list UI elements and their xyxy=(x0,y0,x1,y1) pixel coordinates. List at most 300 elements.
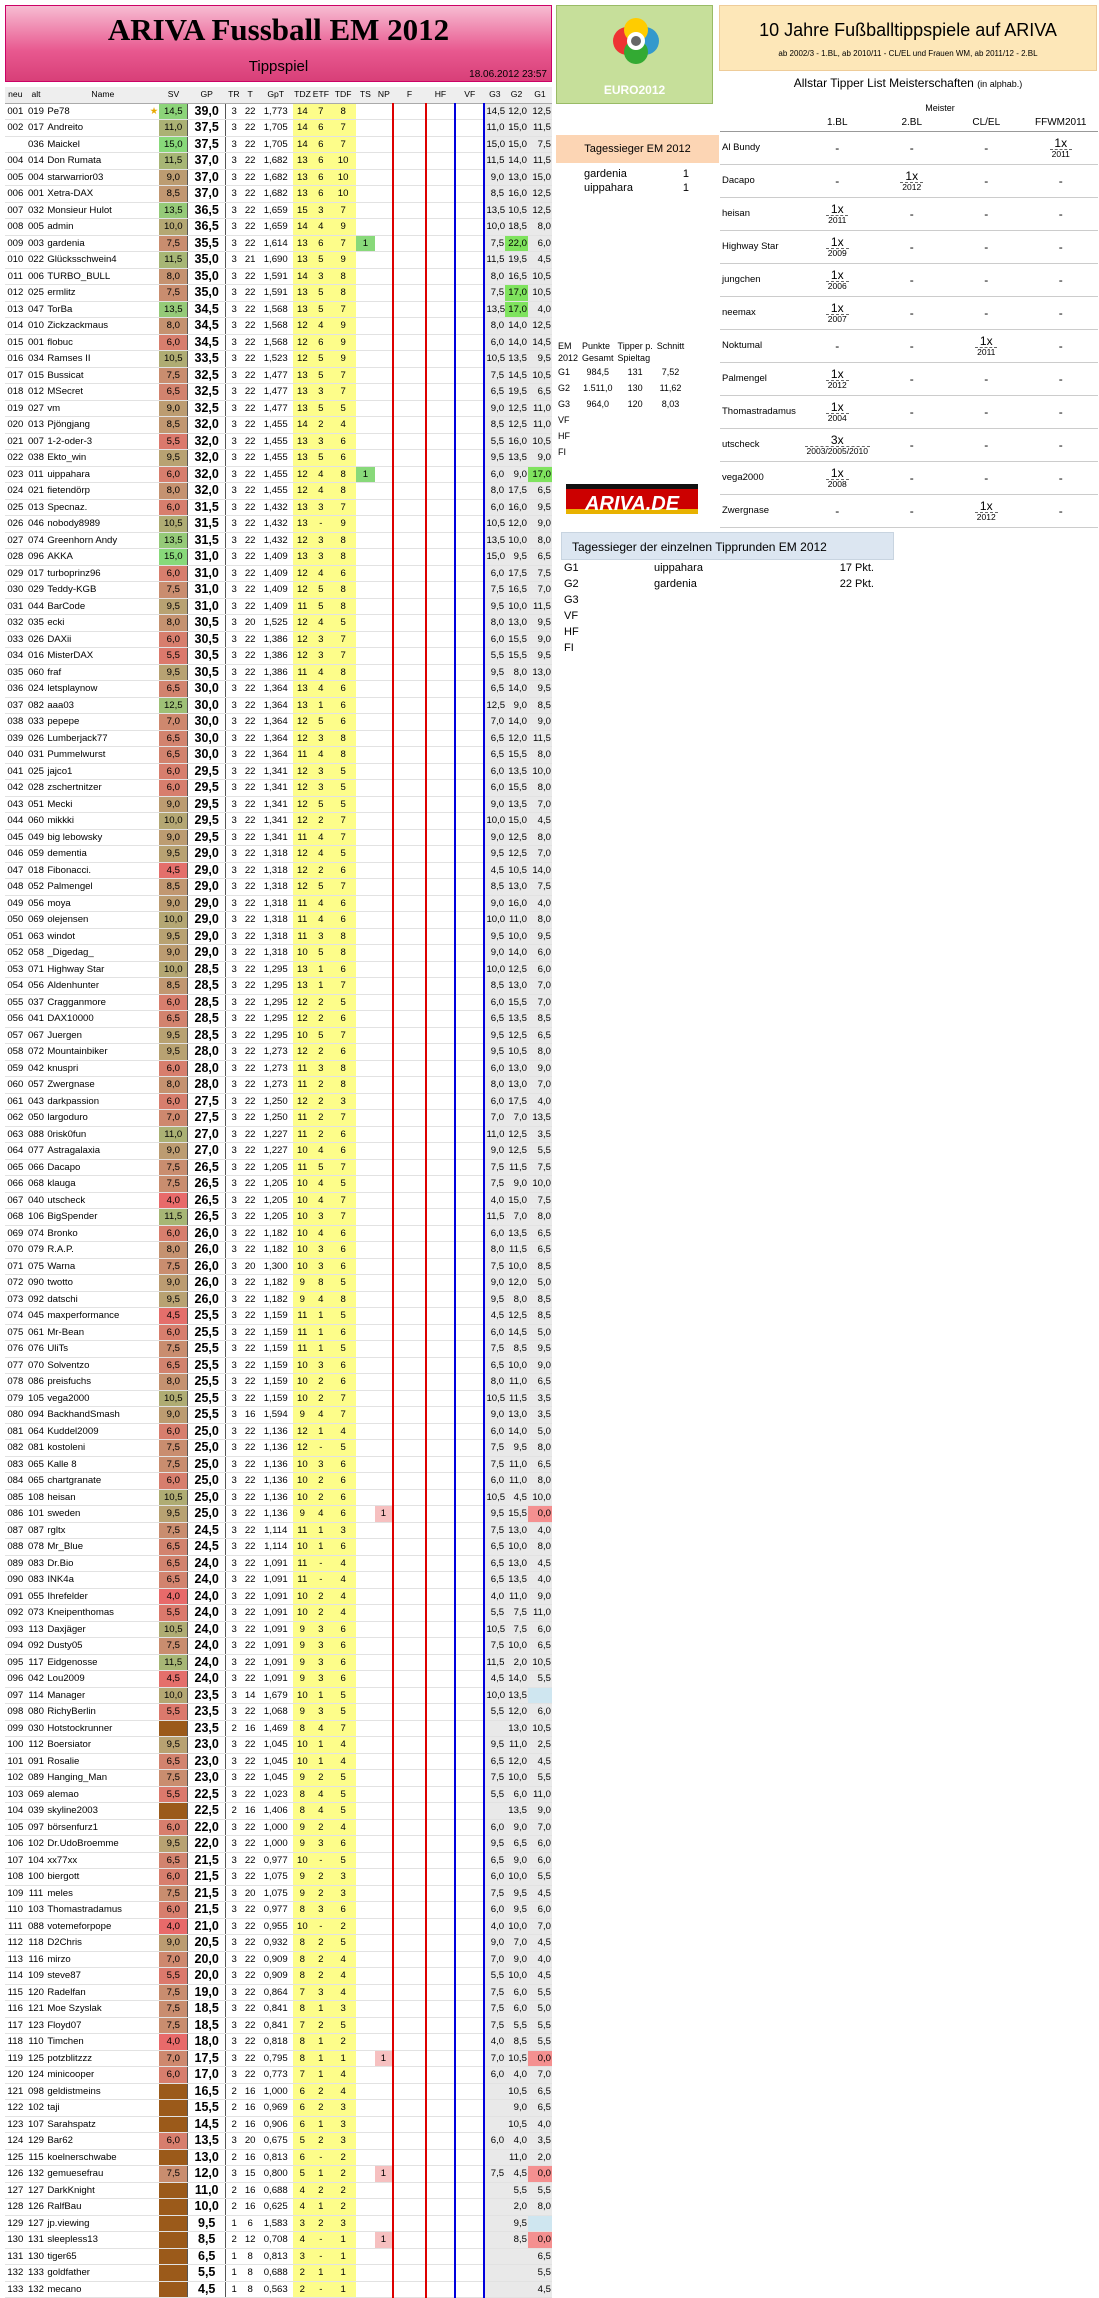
t-value: 22 xyxy=(242,1324,258,1341)
player-name: Eidgenosse xyxy=(46,1654,159,1671)
gpt-value: 1,091 xyxy=(258,1621,293,1638)
g2-value: 9,0 xyxy=(505,1951,528,1968)
tr-value: 3 xyxy=(226,1555,242,1572)
tr-value: 3 xyxy=(226,796,242,813)
vf-cell xyxy=(455,664,484,681)
tr-value: 3 xyxy=(226,483,242,500)
f-cell xyxy=(393,994,426,1011)
ts-value: 1 xyxy=(356,235,374,252)
tdf-value: 7 xyxy=(330,499,356,516)
gpt-value: 1,318 xyxy=(258,895,293,912)
gp-value: 29,5 xyxy=(188,813,226,830)
np-value xyxy=(375,1374,393,1391)
table-row xyxy=(5,747,552,764)
np-value xyxy=(375,1423,393,1440)
t-value: 22 xyxy=(242,1110,258,1127)
table-row xyxy=(5,1539,552,1556)
g1-value: 4,5 xyxy=(528,1885,552,1902)
tdf-value: 4 xyxy=(330,1423,356,1440)
g3-value: 6,0 xyxy=(484,499,505,516)
meister-cell xyxy=(949,296,1024,329)
g2-value: 17,0 xyxy=(505,301,528,318)
tdz-value: 9 xyxy=(293,1819,311,1836)
ts-value xyxy=(356,1984,374,2001)
tdz-value: 12 xyxy=(293,994,311,1011)
np-value xyxy=(375,829,393,846)
t-value: 22 xyxy=(242,1473,258,1490)
ts-value xyxy=(356,648,374,665)
rank-old: 056 xyxy=(26,978,47,995)
f-cell xyxy=(393,1572,426,1589)
tdz-value: 12 xyxy=(293,846,311,863)
gpt-value: 0,773 xyxy=(258,2067,293,2084)
meister-row xyxy=(720,329,1098,362)
tdf-value: 5 xyxy=(330,994,356,1011)
rank-new: 071 xyxy=(5,1258,26,1275)
g3-value: 8,5 xyxy=(484,417,505,434)
gpt-value: 1,136 xyxy=(258,1456,293,1473)
np-value xyxy=(375,153,393,170)
etf-value: 4 xyxy=(312,1720,330,1737)
tdz-value: 10 xyxy=(293,1176,311,1193)
np-value xyxy=(375,367,393,384)
gp-value: 20,0 xyxy=(188,1951,226,1968)
rank-new: 133 xyxy=(5,2281,26,2298)
t-value: 22 xyxy=(242,1819,258,1836)
ts-value xyxy=(356,153,374,170)
player-name: Andreito xyxy=(46,120,159,137)
tagessieger-title: Tagessieger EM 2012 xyxy=(556,135,719,163)
g1-value: 5,0 xyxy=(528,1275,552,1292)
tdz-value: 12 xyxy=(293,318,311,335)
gp-value: 20,5 xyxy=(188,1935,226,1952)
rank-new: 085 xyxy=(5,1489,26,1506)
gp-value: 24,0 xyxy=(188,1572,226,1589)
tdf-value: 5 xyxy=(330,1935,356,1952)
ts-value xyxy=(356,2149,374,2166)
tr-value: 3 xyxy=(226,1539,242,1556)
t-value: 22 xyxy=(242,697,258,714)
gp-value: 36,5 xyxy=(188,219,226,236)
rank-new: 132 xyxy=(5,2265,26,2282)
rank-old: 014 xyxy=(26,153,47,170)
ts-value xyxy=(356,598,374,615)
etf-value: 2 xyxy=(312,1473,330,1490)
tdz-value: 13 xyxy=(293,252,311,269)
vf-cell xyxy=(455,895,484,912)
np-value xyxy=(375,268,393,285)
tdz-value: 10 xyxy=(293,1242,311,1259)
table-row xyxy=(5,1572,552,1589)
euro2012-logo xyxy=(556,5,713,104)
hf-cell xyxy=(426,483,455,500)
g2-value: 14,0 xyxy=(505,334,528,351)
np-value xyxy=(375,1902,393,1919)
ts-value xyxy=(356,945,374,962)
gp-value: 25,5 xyxy=(188,1341,226,1358)
tr-value: 3 xyxy=(226,433,242,450)
vf-cell xyxy=(455,1044,484,1061)
table-row xyxy=(5,1176,552,1193)
g1-value: 8,0 xyxy=(528,912,552,929)
ts-value xyxy=(356,2215,374,2232)
sv-value: 6,0 xyxy=(159,1869,187,1886)
player-name: Lou2009 xyxy=(46,1671,159,1688)
tdf-value: 9 xyxy=(330,516,356,533)
rank-old: 026 xyxy=(26,730,47,747)
gpt-value: 1,409 xyxy=(258,549,293,566)
g2-value: 10,5 xyxy=(505,2083,528,2100)
gp-value: 28,5 xyxy=(188,978,226,995)
vf-cell xyxy=(455,1077,484,1094)
tdf-value: 7 xyxy=(330,120,356,137)
f-cell xyxy=(393,1159,426,1176)
g3-value: 7,0 xyxy=(484,1110,505,1127)
col-header-np: NP xyxy=(375,87,393,103)
g1-value: 5,5 xyxy=(528,2265,552,2282)
t-value: 22 xyxy=(242,2034,258,2051)
meister-name: neemax xyxy=(720,296,800,329)
g1-value: 17,0 xyxy=(528,466,552,483)
g3-value: 7,5 xyxy=(484,1440,505,1457)
t-value: 22 xyxy=(242,565,258,582)
table-row xyxy=(5,1968,552,1985)
sv-value: 9,5 xyxy=(159,1027,187,1044)
player-name: Dr.Bio xyxy=(46,1555,159,1572)
g3-value xyxy=(484,2232,505,2249)
hf-cell xyxy=(426,1489,455,1506)
meister-row xyxy=(720,263,1098,296)
gp-value: 24,0 xyxy=(188,1555,226,1572)
np-value xyxy=(375,912,393,929)
hf-cell xyxy=(426,516,455,533)
f-cell xyxy=(393,483,426,500)
tagessieger-count: 1 xyxy=(682,168,689,180)
t-value: 22 xyxy=(242,879,258,896)
hf-cell xyxy=(426,2166,455,2183)
ts-value xyxy=(356,2248,374,2265)
g2-value: 17,5 xyxy=(505,1093,528,1110)
tdf-value: 6 xyxy=(330,1456,356,1473)
g2-value: 13,0 xyxy=(505,615,528,632)
rank-old: 019 xyxy=(26,103,47,120)
etf-value: 1 xyxy=(312,2001,330,2018)
hf-cell xyxy=(426,450,455,467)
tr-value: 3 xyxy=(226,334,242,351)
meister-col-header: FFWM2011 xyxy=(1024,115,1099,131)
gpt-value: 1,341 xyxy=(258,780,293,797)
vf-cell xyxy=(455,1390,484,1407)
tdf-value: 1 xyxy=(330,2050,356,2067)
rank-new: 050 xyxy=(5,912,26,929)
allstar-sub: (in alphab.) xyxy=(977,79,1023,89)
g2-value: 14,0 xyxy=(505,318,528,335)
table-row xyxy=(5,631,552,648)
tr-value: 3 xyxy=(226,1077,242,1094)
f-cell xyxy=(393,1192,426,1209)
tdz-value: 11 xyxy=(293,1126,311,1143)
vf-cell xyxy=(455,1374,484,1391)
tdz-value: 12 xyxy=(293,796,311,813)
t-value: 22 xyxy=(242,1275,258,1292)
col-header-sv: SV xyxy=(159,87,187,103)
vf-cell xyxy=(455,1423,484,1440)
etf-value: - xyxy=(312,1555,330,1572)
g3-value xyxy=(484,2100,505,2117)
ts-value xyxy=(356,1143,374,1160)
tr-value: 3 xyxy=(226,1588,242,1605)
f-cell xyxy=(393,1275,426,1292)
g1-value: 6,5 xyxy=(528,1374,552,1391)
tdz-value: 6 xyxy=(293,2100,311,2117)
hf-cell xyxy=(426,1027,455,1044)
rank-old: 059 xyxy=(26,846,47,863)
tdz-value: 10 xyxy=(293,1456,311,1473)
np-value xyxy=(375,2116,393,2133)
tr-value: 2 xyxy=(226,2149,242,2166)
ts-value xyxy=(356,1770,374,1787)
gpt-value: 1,705 xyxy=(258,120,293,137)
g3-value: 5,5 xyxy=(484,1968,505,1985)
tdf-value: 7 xyxy=(330,1110,356,1127)
t-value: 22 xyxy=(242,945,258,962)
g3-value xyxy=(484,2083,505,2100)
g3-value: 8,0 xyxy=(484,483,505,500)
gpt-value: 0,955 xyxy=(258,1918,293,1935)
tdf-value: 2 xyxy=(330,2166,356,2183)
ts-value xyxy=(356,1291,374,1308)
hf-cell xyxy=(426,763,455,780)
rank-new: 039 xyxy=(5,730,26,747)
f-cell xyxy=(393,268,426,285)
rank-new: 043 xyxy=(5,796,26,813)
ts-value xyxy=(356,136,374,153)
np-value xyxy=(375,994,393,1011)
hf-cell xyxy=(426,631,455,648)
ts-value xyxy=(356,202,374,219)
vf-cell xyxy=(455,1753,484,1770)
tdf-value: 7 xyxy=(330,978,356,995)
rank-old: 055 xyxy=(26,1588,47,1605)
table-row xyxy=(5,1984,552,2001)
g2-value: 12,0 xyxy=(505,516,528,533)
hf-cell xyxy=(426,862,455,879)
meister-count: - xyxy=(1058,338,1063,353)
g2-value: 6,0 xyxy=(505,1786,528,1803)
np-value xyxy=(375,2034,393,2051)
tr-value: 3 xyxy=(226,1291,242,1308)
g1-value xyxy=(528,1687,552,1704)
g3-value: 7,5 xyxy=(484,285,505,302)
np-value xyxy=(375,565,393,582)
t-value: 22 xyxy=(242,169,258,186)
g1-value: 6,5 xyxy=(528,1027,552,1044)
gpt-value: 1,295 xyxy=(258,1011,293,1028)
tdf-value: 10 xyxy=(330,186,356,203)
np-value xyxy=(375,136,393,153)
sv-value: 8,5 xyxy=(159,186,187,203)
gpt-value: 0,977 xyxy=(258,1902,293,1919)
meister-count: - xyxy=(909,140,914,155)
gpt-value: 1,318 xyxy=(258,912,293,929)
tdf-value: 7 xyxy=(330,367,356,384)
g1-value: 8,0 xyxy=(528,1473,552,1490)
hf-cell xyxy=(426,1572,455,1589)
t-value: 22 xyxy=(242,1555,258,1572)
etf-value: 4 xyxy=(312,747,330,764)
gp-value: 29,5 xyxy=(188,763,226,780)
rank-new: 102 xyxy=(5,1770,26,1787)
hf-cell xyxy=(426,1143,455,1160)
rank-new: 020 xyxy=(5,417,26,434)
t-value: 22 xyxy=(242,532,258,549)
etf-value: 7 xyxy=(312,103,330,120)
table-row xyxy=(5,1407,552,1424)
rank-old: 007 xyxy=(26,433,47,450)
gpt-value: 0,675 xyxy=(258,2133,293,2150)
tr-value: 3 xyxy=(226,2050,242,2067)
vf-cell xyxy=(455,945,484,962)
player-name: admin xyxy=(46,219,159,236)
gpt-value: 0,795 xyxy=(258,2050,293,2067)
tdf-value: 1 xyxy=(330,2232,356,2249)
table-row xyxy=(5,549,552,566)
gpt-value: 1,205 xyxy=(258,1192,293,1209)
f-cell xyxy=(393,1341,426,1358)
g1-value xyxy=(528,2215,552,2232)
g2-value: 10,0 xyxy=(505,1357,528,1374)
ts-value xyxy=(356,1885,374,1902)
tr-value: 3 xyxy=(226,961,242,978)
f-cell xyxy=(393,631,426,648)
rank-old: 032 xyxy=(26,202,47,219)
rank-old: 076 xyxy=(26,1341,47,1358)
table-row xyxy=(5,730,552,747)
tdf-value: 7 xyxy=(330,1159,356,1176)
player-name: biergott xyxy=(46,1869,159,1886)
np-value xyxy=(375,1753,393,1770)
etf-value: 5 xyxy=(312,367,330,384)
np-value xyxy=(375,895,393,912)
rank-old: 120 xyxy=(26,1984,47,2001)
player-name: skyline2003 xyxy=(46,1803,159,1820)
meister-cell xyxy=(1024,461,1099,494)
col-header-f: F xyxy=(393,87,426,103)
allstar-heading: Allstar Tipper List Meisterschaften xyxy=(793,76,974,90)
player-name: alemao xyxy=(46,1786,159,1803)
t-value: 22 xyxy=(242,1027,258,1044)
vf-cell xyxy=(455,2199,484,2216)
tdf-value: 6 xyxy=(330,1489,356,1506)
em-row xyxy=(556,380,686,396)
t-value: 22 xyxy=(242,796,258,813)
t-value: 22 xyxy=(242,994,258,1011)
etf-value: 4 xyxy=(312,829,330,846)
sv-value: 7,5 xyxy=(159,1984,187,2001)
g1-value: 9,0 xyxy=(528,516,552,533)
table-row xyxy=(5,978,552,995)
vf-cell xyxy=(455,1836,484,1853)
g2-value: 11,0 xyxy=(505,1737,528,1754)
rank-new: 026 xyxy=(5,516,26,533)
g2-value: 22,0 xyxy=(505,235,528,252)
tr-value: 3 xyxy=(226,219,242,236)
ts-value xyxy=(356,1852,374,1869)
f-cell xyxy=(393,945,426,962)
g2-value: 16,5 xyxy=(505,582,528,599)
table-row xyxy=(5,367,552,384)
gpt-value: 1,341 xyxy=(258,796,293,813)
g3-value: 9,5 xyxy=(484,1836,505,1853)
g1-value: 15,0 xyxy=(528,169,552,186)
gpt-value: 1,227 xyxy=(258,1126,293,1143)
g3-value: 9,0 xyxy=(484,169,505,186)
meister-count: - xyxy=(984,305,989,320)
gp-value: 29,0 xyxy=(188,862,226,879)
t-value: 22 xyxy=(242,1605,258,1622)
meister-count: 1x xyxy=(979,333,993,348)
meister-row xyxy=(720,131,1098,164)
player-name: sweden xyxy=(46,1506,159,1523)
np-value xyxy=(375,796,393,813)
g1-value: 11,0 xyxy=(528,1786,552,1803)
meister-cell xyxy=(949,461,1024,494)
meister-count: - xyxy=(1058,239,1063,254)
meister-cell xyxy=(1024,296,1099,329)
f-cell xyxy=(393,928,426,945)
tdf-value: 8 xyxy=(330,532,356,549)
vf-cell xyxy=(455,202,484,219)
rank-new: 031 xyxy=(5,598,26,615)
meister-cell xyxy=(875,164,950,197)
sv-value: 11,5 xyxy=(159,153,187,170)
tdz-value: 2 xyxy=(293,2265,311,2282)
tr-value: 2 xyxy=(226,2100,242,2117)
f-cell xyxy=(393,1885,426,1902)
g3-value: 6,5 xyxy=(484,1357,505,1374)
g2-value: 13,5 xyxy=(505,1011,528,1028)
rank-old: 081 xyxy=(26,1440,47,1457)
vf-cell xyxy=(455,598,484,615)
table-row xyxy=(5,186,552,203)
rank-new: 099 xyxy=(5,1720,26,1737)
f-cell xyxy=(393,2017,426,2034)
hf-cell xyxy=(426,2182,455,2199)
ts-value xyxy=(356,2133,374,2150)
tr-value: 3 xyxy=(226,285,242,302)
np-value xyxy=(375,1737,393,1754)
rank-old: 051 xyxy=(26,796,47,813)
tdf-value: 6 xyxy=(330,1242,356,1259)
tr-value: 3 xyxy=(226,2017,242,2034)
tdf-value: 5 xyxy=(330,796,356,813)
g2-value: 16,0 xyxy=(505,895,528,912)
tdz-value: 12 xyxy=(293,565,311,582)
f-cell xyxy=(393,1555,426,1572)
table-row xyxy=(5,1374,552,1391)
sv-value: 10,5 xyxy=(159,1621,187,1638)
gp-value: 22,5 xyxy=(188,1786,226,1803)
np-value xyxy=(375,928,393,945)
hf-cell xyxy=(426,912,455,929)
tdz-value: 12 xyxy=(293,1440,311,1457)
rank-old: 114 xyxy=(26,1687,47,1704)
tdz-value: 10 xyxy=(293,1209,311,1226)
player-name: vm xyxy=(46,400,159,417)
g2-value: 13,0 xyxy=(505,978,528,995)
em-header: EM xyxy=(558,341,572,351)
player-name: geldistmeins xyxy=(46,2083,159,2100)
